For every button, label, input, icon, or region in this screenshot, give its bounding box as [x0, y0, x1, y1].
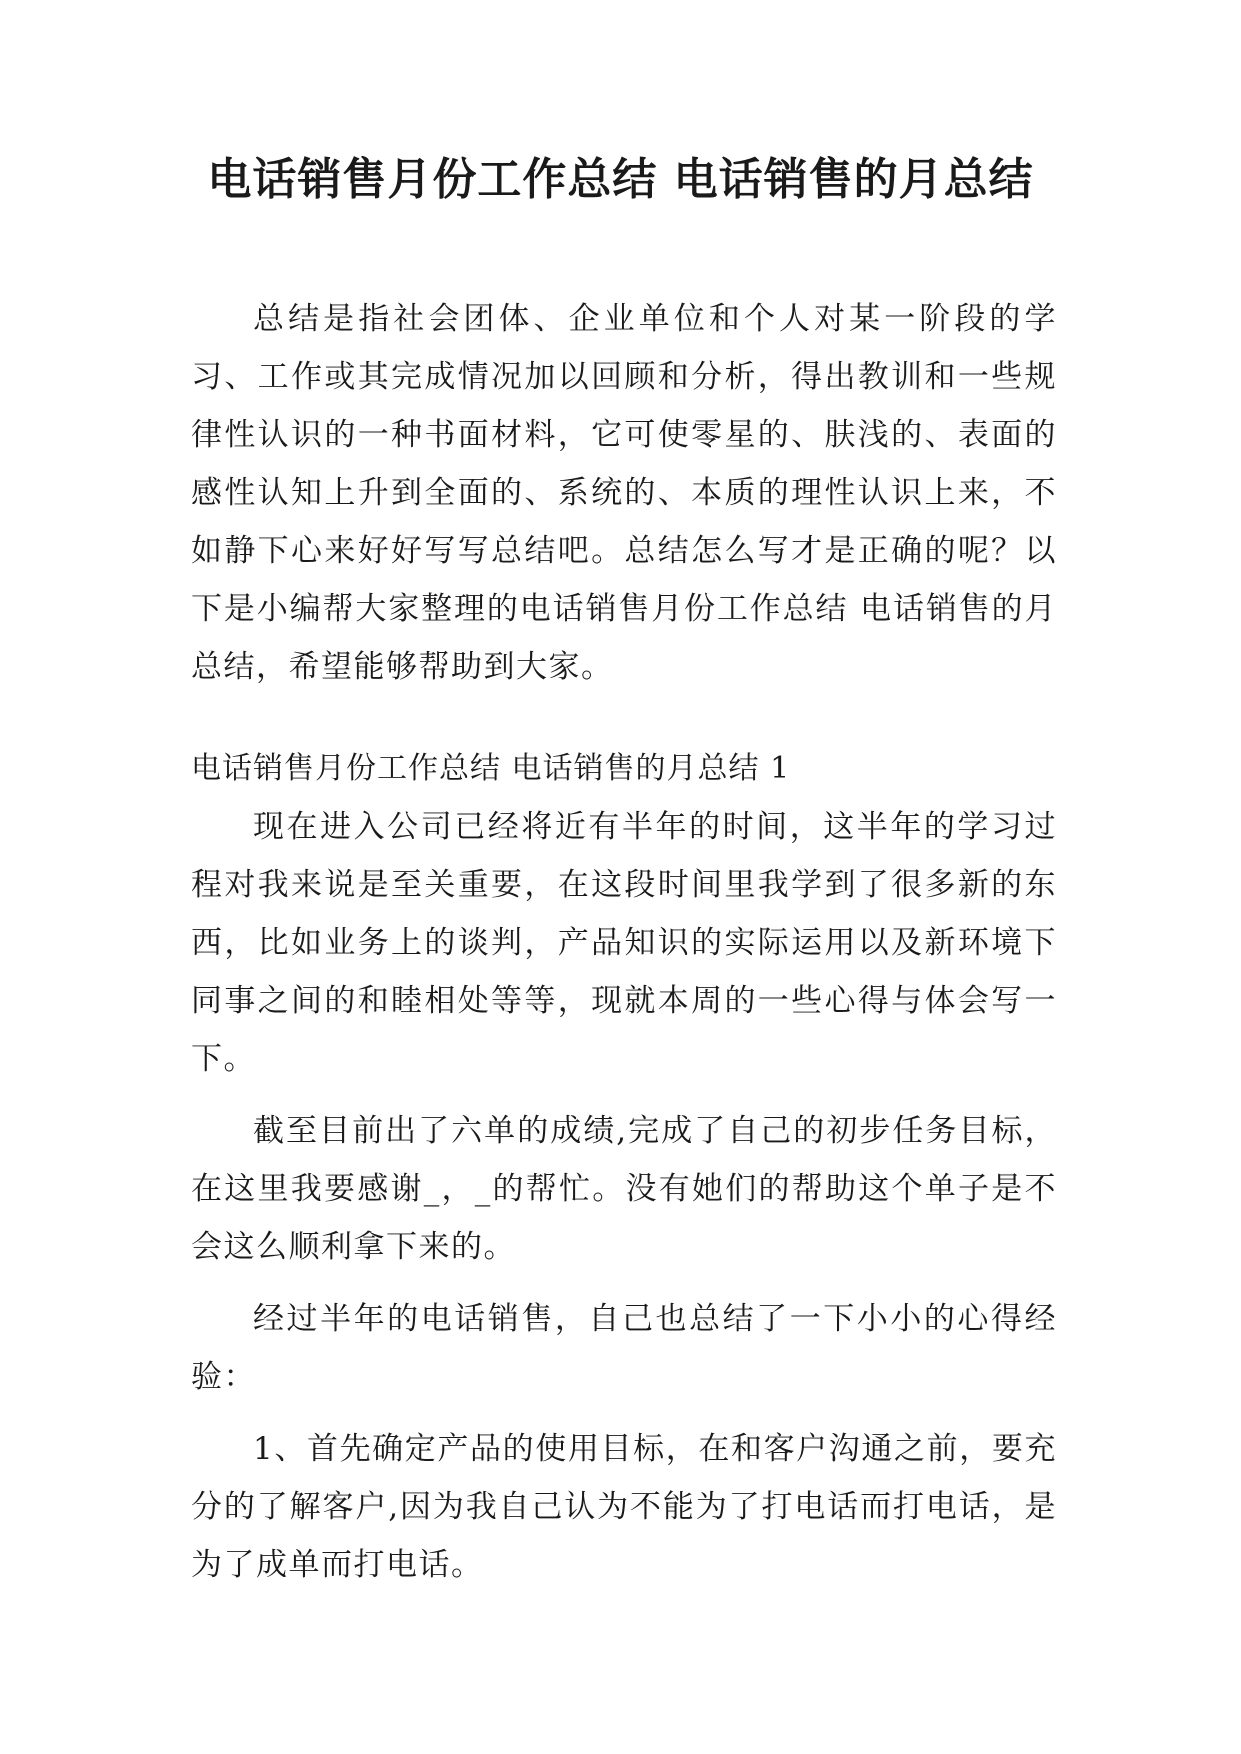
- body-paragraph-3: 经过半年的电话销售，自己也总结了一下小小的心得经验：: [191, 1301, 1057, 1395]
- body-paragraph-4: 1、首先确定产品的使用目标，在和客户沟通之前，要充分的了解客户,因为我自己认为不能为了打电话而打电话，是为了成单而打电话。: [191, 1431, 1057, 1583]
- section-heading: 电话销售月份工作总结 电话销售的月总结 1: [191, 751, 791, 786]
- intro-paragraph: 总结是指社会团体、企业单位和个人对某一阶段的学习、工作或其完成情况加以回顾和分析，得出教训和一些规律性认识的一种书面材料，它可使零星的、肤浅的、表面的感性认知上升到全面的、系统的、本质的理性认识上来，不如静下心来好好写写总结吧。总结怎么写才是正确的呢？以下是小编帮大家整理的电话销售月份工作总结 电话销售的月总结，希望能够帮助到大家。: [191, 301, 1057, 685]
- body-paragraph-2: 截至目前出了六单的成绩,完成了自己的初步任务目标，在这里我要感谢_，_的帮忙。没有她们的帮助这个单子是不会这么顺利拿下来的。: [191, 1113, 1057, 1265]
- document-title: 电话销售月份工作总结 电话销售的月总结: [207, 154, 1034, 205]
- document-body: [191, 290, 1057, 1594]
- body-paragraph-1: 现在进入公司已经将近有半年的时间，这半年的学习过程对我来说是至关重要，在这段时间里我学到了很多新的东西，比如业务上的谈判，产品知识的实际运用以及新环境下同事之间的和睦相处等等，现就本周的一些心得与体会写一下。: [191, 809, 1057, 1077]
